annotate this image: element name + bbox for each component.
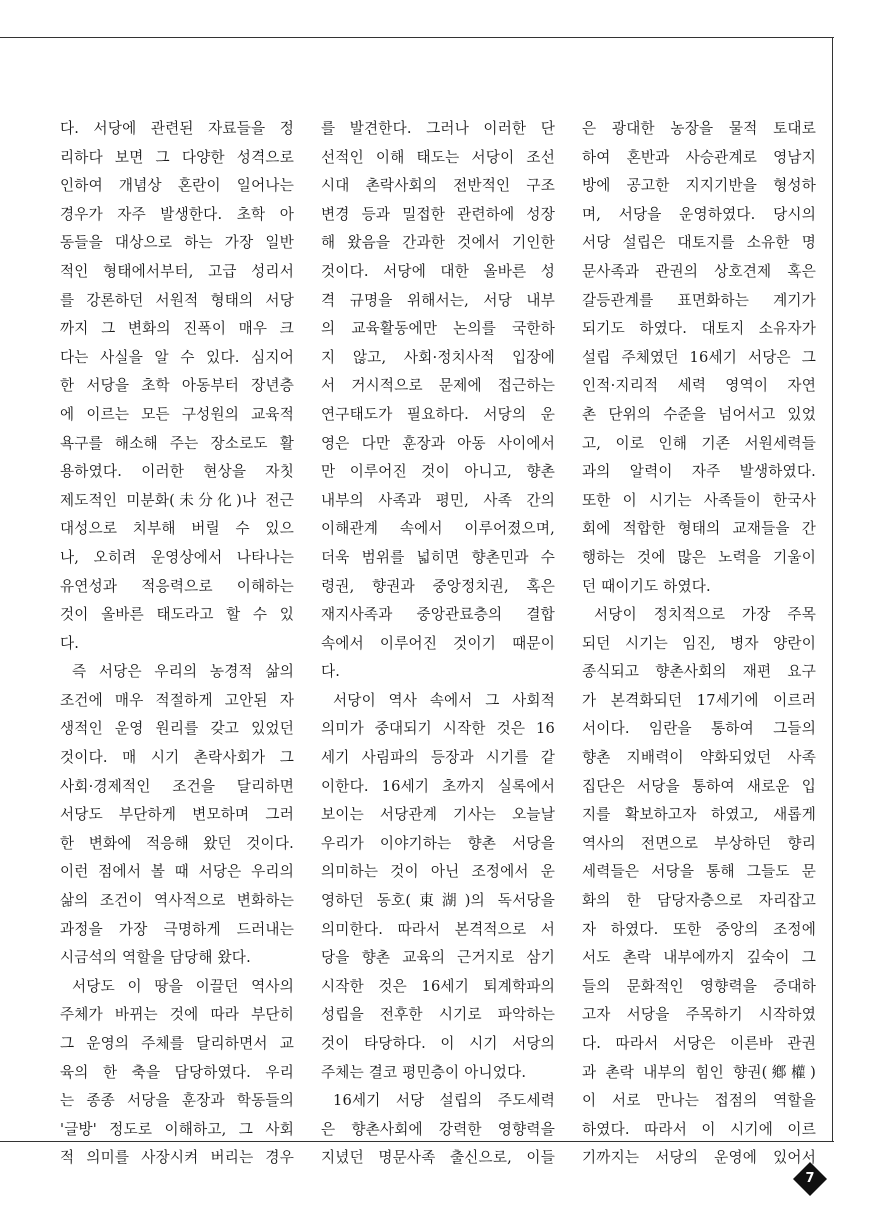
text-line: 다. 따라서 서당은 이른바 관권 — [582, 1035, 816, 1052]
right-rule — [832, 37, 833, 1142]
text-line: 세력들은 서당을 통해 그들도 문 — [582, 863, 816, 881]
text-line: 다. — [321, 663, 341, 681]
text-line: 가 본격화되던 17세기에 이르러 — [582, 691, 816, 709]
text-line: 고, 이로 인해 기존 서원세력들 — [582, 434, 816, 452]
text-column-1 — [60, 115, 294, 1173]
text-line: 를 발견한다. 그러나 이러한 단 — [321, 120, 555, 137]
text-line: 까지 그 변화의 진폭이 매우 크 — [60, 320, 294, 338]
text-line: 16세기 서당 설립의 주도세력 — [333, 1092, 555, 1110]
text-line: 연구태도가 필요하다. 서당의 운 — [321, 405, 555, 423]
text-line: 종식되고 향촌사회의 재편 요구 — [582, 663, 816, 681]
text-column-2 — [321, 115, 555, 1173]
text-line: 리하다 보면 그 다양한 성격으로 — [60, 148, 294, 166]
text-line: 화의 한 담당자층으로 자리잡고 — [582, 892, 816, 910]
text-line: 이해관계 속에서 이루어졌으며, — [321, 520, 555, 538]
text-line: 자 하였다. 또한 중앙의 조정에 — [582, 920, 816, 938]
text-line: 다. 서당에 관련된 자료들을 정 — [60, 120, 294, 137]
text-line: 설립 주체였던 16세기 서당은 그 — [582, 348, 816, 366]
text-line: 나, 오히려 운영상에서 나타나는 — [60, 548, 294, 566]
top-rule — [0, 37, 834, 38]
text-column-3 — [582, 115, 816, 1173]
text-line: 문사족과 관권의 상호견제 혹은 — [582, 262, 816, 280]
text-line: 용하였다. 이러한 현상을 자칫 — [60, 463, 294, 481]
text-line: 시금석의 역할을 담당해 왔다. — [60, 949, 251, 967]
text-line: 시대 촌락사회의 전반적인 구조 — [321, 177, 555, 195]
text-line: 더욱 범위를 넓히면 향촌민과 수 — [321, 548, 555, 566]
text-line: 조건에 매우 적절하게 고안된 자 — [60, 691, 294, 709]
text-line: 갈등관계를 표면화하는 계기가 — [582, 291, 816, 309]
text-line: 해 왔음을 간과한 것에서 기인한 — [321, 234, 555, 252]
text-line: 를 강론하던 서원적 형태의 서당 — [60, 291, 294, 309]
text-line: 과의 알력이 자주 발생하였다. — [582, 463, 816, 481]
text-line: 이런 점에서 볼 때 서당은 우리의 — [60, 863, 294, 881]
text-line: 은 광대한 농장을 물적 토대로 — [582, 120, 816, 137]
text-line: 지녔던 명문사족 출신으로, 이들 — [321, 1149, 555, 1167]
text-line: 의미한다. 따라서 본격적으로 서 — [321, 920, 555, 938]
text-line: 것이 타당하다. 이 시기 서당의 — [321, 1035, 555, 1052]
text-line: 생적인 운영 원리를 갖고 있었던 — [60, 720, 294, 738]
text-line: 유연성과 적응력으로 이해하는 — [60, 577, 294, 595]
text-line: 보이는 서당관계 기사는 오늘날 — [321, 806, 555, 824]
text-line: 서당도 부단하게 변모하며 그러 — [60, 806, 294, 824]
text-line: 대성으로 치부해 버릴 수 있으 — [60, 520, 294, 538]
text-line: 시작한 것은 16세기 퇴계학파의 — [321, 977, 555, 995]
text-line: 회에 적합한 형태의 교재들을 간 — [582, 520, 816, 538]
text-line: 의미가 중대되기 시작한 것은 16 — [321, 720, 555, 738]
text-line: 과 촌락 내부의 힘인 향권(鄕權) — [582, 1063, 816, 1081]
text-line: 경우가 자주 발생한다. 초학 아 — [60, 205, 294, 223]
text-line: 사회·경제적인 조건을 달리하면 — [60, 777, 294, 795]
text-line: 서당이 정치적으로 가장 주목 — [594, 606, 816, 624]
text-line: 고자 서당을 주목하기 시작하였 — [582, 1006, 816, 1024]
page-number: 7 — [805, 1171, 815, 1186]
text-line: 내부의 사족과 평민, 사족 간의 — [321, 491, 555, 509]
text-line: 것이다. 서당에 대한 올바른 성 — [321, 262, 555, 280]
text-line: 향촌 지배력이 약화되었던 사족 — [582, 749, 816, 767]
text-line: 한 변화에 적응해 왔던 것이다. — [60, 834, 294, 852]
text-line: 에 이르는 모든 구성원의 교육적 — [60, 405, 294, 423]
text-line: 우리가 이야기하는 향촌 서당을 — [321, 834, 555, 852]
text-line: 과정을 가장 극명하게 드러내는 — [60, 920, 294, 938]
text-line: 것이 올바른 태도라고 할 수 있 — [60, 606, 294, 624]
text-line: 서 거시적으로 문제에 접근하는 — [321, 377, 555, 395]
text-line: 재지사족과 중앙관료층의 결합 — [321, 606, 555, 624]
text-line: 인적·지리적 세력 영역이 자연 — [582, 377, 816, 395]
text-line: 영은 다만 훈장과 아동 사이에서 — [321, 434, 555, 452]
text-line: 욕구를 해소해 주는 장소로도 활 — [60, 434, 294, 452]
text-line: 성립을 전후한 시기로 파악하는 — [321, 1006, 555, 1024]
text-line: 집단은 서당을 통하여 새로운 입 — [582, 777, 816, 795]
text-line: 주체는 결코 평민층이 아니었다. — [321, 1063, 527, 1081]
text-line: 세기 사림파의 등장과 시기를 같 — [321, 749, 555, 767]
text-line: 주체가 바뀌는 것에 따라 부단히 — [60, 1006, 294, 1024]
text-line: 의 교육활동에만 논의를 국한하 — [321, 320, 555, 338]
text-line: 다. — [60, 634, 80, 652]
text-line: 즉 서당은 우리의 농경적 삶의 — [72, 663, 294, 681]
text-line: 서도 촌락 내부에까지 깊숙이 그 — [582, 949, 816, 967]
text-line: 변경 등과 밀접한 관련하에 성장 — [321, 205, 555, 223]
text-line: 다는 사실을 알 수 있다. 심지어 — [60, 348, 294, 366]
text-line: 하였다. 따라서 이 시기에 이르 — [582, 1120, 816, 1138]
text-line: 는 종종 서당을 훈장과 학동들의 — [60, 1092, 294, 1110]
text-line: 며, 서당을 운영하였다. 당시의 — [582, 205, 816, 223]
text-line: 서당이 역사 속에서 그 사회적 — [333, 691, 555, 709]
text-line: 육의 한 축을 담당하였다. 우리 — [60, 1063, 294, 1081]
text-line: 은 향촌사회에 강력한 영향력을 — [321, 1120, 555, 1138]
text-line: 이한다. 16세기 초까지 실록에서 — [321, 777, 555, 795]
text-line: 던 때이기도 하였다. — [582, 577, 711, 595]
text-line: 만 이루어진 것이 아니고, 향촌 — [321, 463, 555, 481]
text-line: 삶의 조건이 역사적으로 변화하는 — [60, 892, 294, 910]
text-line: 인하여 개념상 혼란이 일어나는 — [60, 177, 294, 195]
text-line: 것이다. 매 시기 촌락사회가 그 — [60, 749, 294, 767]
text-line: 선적인 이해 태도는 서당이 조선 — [321, 148, 555, 166]
text-line: 서이다. 임란을 통하여 그들의 — [582, 720, 816, 738]
text-line: 방에 공고한 지지기반을 형성하 — [582, 177, 816, 195]
text-line: 촌 단위의 수준을 넘어서고 있었 — [582, 405, 816, 423]
text-line: 되던 시기는 임진, 병자 양란이 — [582, 634, 816, 652]
text-line: '글방' 정도로 이해하고, 그 사회 — [60, 1120, 294, 1138]
text-line: 령권, 향권과 중앙정치권, 혹은 — [321, 577, 555, 595]
text-line: 하여 혼반과 사승관계로 영남지 — [582, 148, 816, 166]
text-line: 지 않고, 사회·정치사적 입장에 — [321, 348, 555, 366]
text-line: 지를 확보하고자 하였고, 새롭게 — [582, 806, 816, 824]
text-line: 당을 향촌 교육의 근거지로 삼기 — [321, 949, 555, 967]
text-line: 역사의 전면으로 부상하던 향리 — [582, 834, 816, 852]
text-line: 의미하는 것이 아닌 조정에서 운 — [321, 863, 555, 881]
text-line: 들의 문화적인 영향력을 증대하 — [582, 977, 816, 995]
text-line: 기까지는 서당의 운영에 있어서 — [582, 1149, 816, 1167]
text-line: 영하던 동호(東湖)의 독서당을 — [321, 892, 555, 910]
text-line: 행하는 것에 많은 노력을 기울이 — [582, 548, 816, 566]
text-line: 한 서당을 초학 아동부터 장년층 — [60, 377, 294, 395]
text-line: 또한 이 시기는 사족들이 한국사 — [582, 491, 816, 509]
text-line: 적 의미를 사장시켜 버리는 경우 — [60, 1149, 294, 1167]
text-line: 그 운영의 주체를 달리하면서 교 — [60, 1035, 294, 1052]
text-line: 속에서 이루어진 것이기 때문이 — [321, 634, 555, 652]
text-line: 제도적인 미분화(未分化)나 전근 — [60, 491, 294, 509]
text-line: 서당도 이 땅을 이끌던 역사의 — [72, 977, 294, 995]
text-line: 이 서로 만나는 접점의 역할을 — [582, 1092, 816, 1110]
text-line: 격 규명을 위해서는, 서당 내부 — [321, 291, 555, 309]
text-line: 되기도 하였다. 대토지 소유자가 — [582, 320, 816, 338]
text-line: 서당 설립은 대토지를 소유한 명 — [582, 234, 816, 252]
text-line: 동들을 대상으로 하는 가장 일반 — [60, 234, 294, 252]
text-line: 적인 형태에서부터, 고급 성리서 — [60, 262, 294, 280]
